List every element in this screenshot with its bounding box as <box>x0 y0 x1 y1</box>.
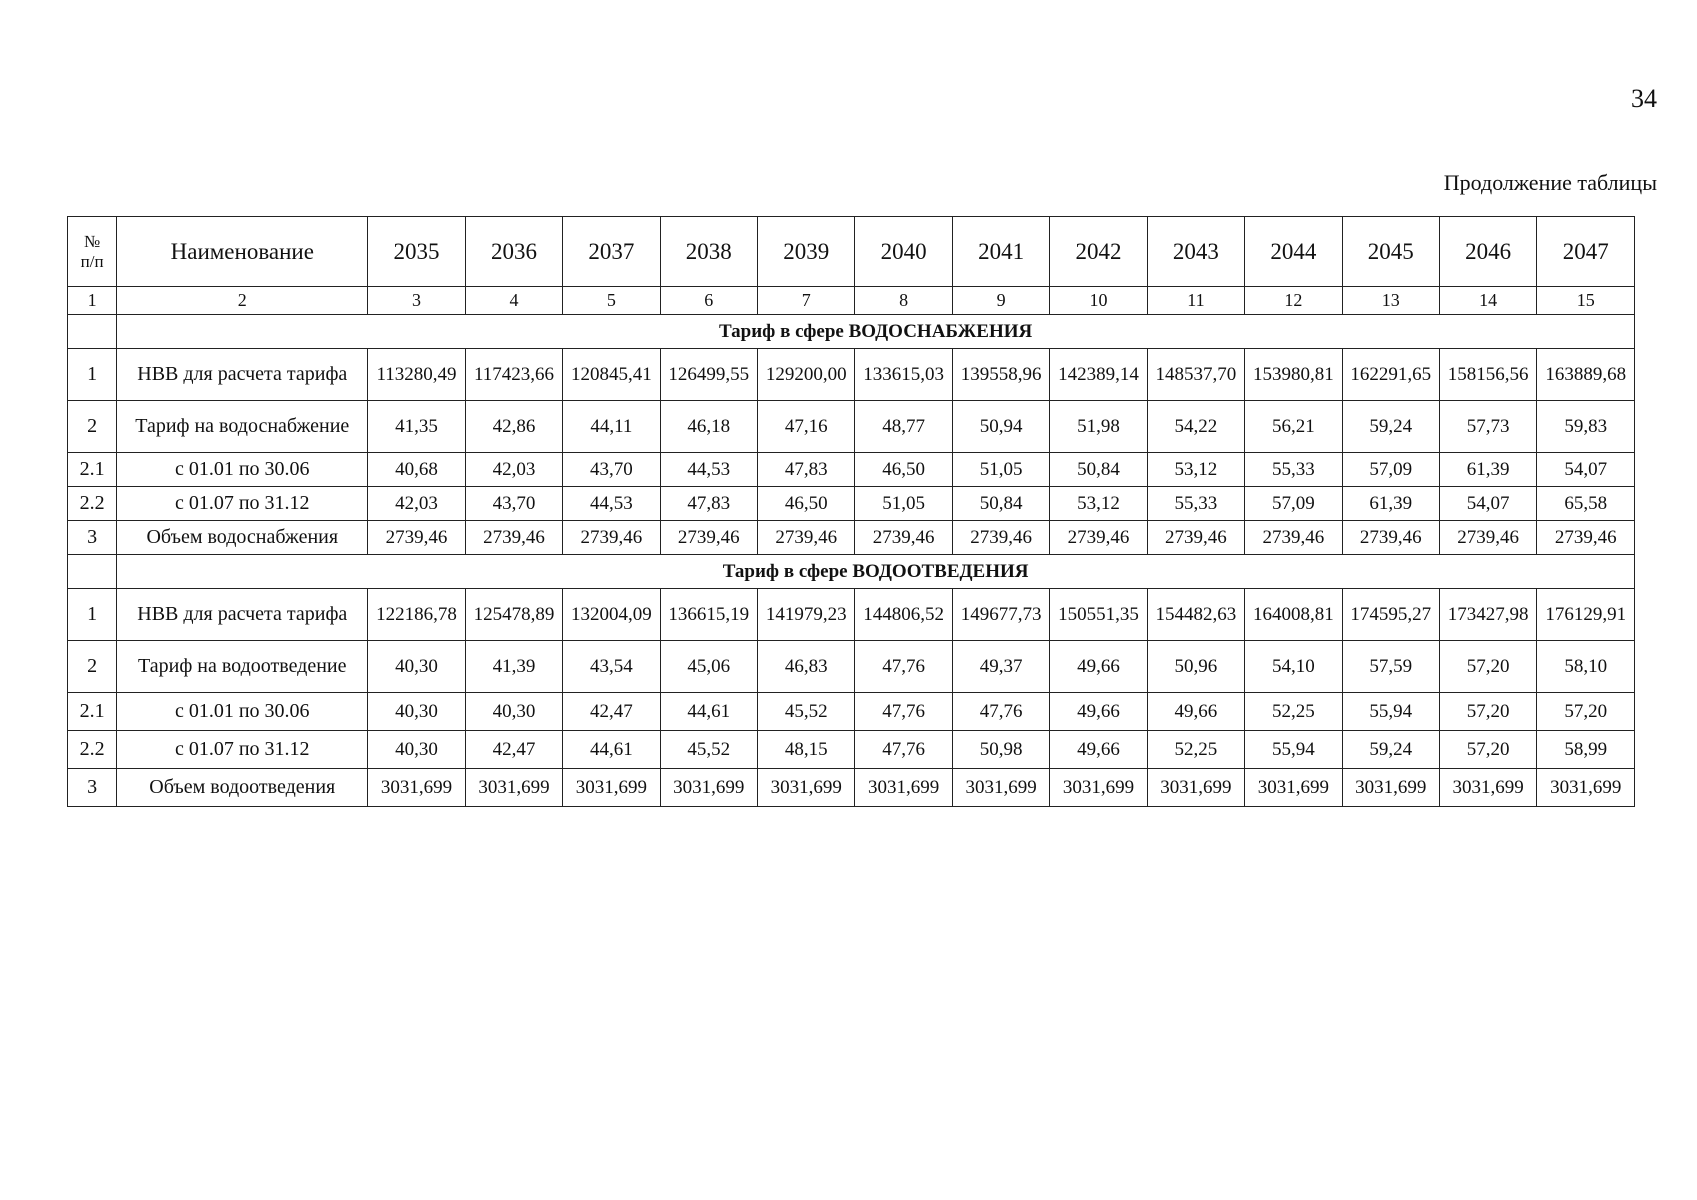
value-cell: 129200,00 <box>758 349 855 401</box>
value-cell: 144806,52 <box>855 589 952 641</box>
value-cell: 3031,699 <box>368 769 465 807</box>
value-cell: 61,39 <box>1342 487 1439 521</box>
value-cell: 48,77 <box>855 401 952 453</box>
table-row <box>68 487 1635 521</box>
value-cell: 133615,03 <box>855 349 952 401</box>
value-cell: 42,47 <box>563 693 660 731</box>
value-cell: 47,83 <box>758 453 855 487</box>
value-cell: 2739,46 <box>1147 521 1244 555</box>
value-cell: 173427,98 <box>1439 589 1536 641</box>
table-row <box>68 401 1635 453</box>
row-name: с 01.07 по 31.12 <box>117 731 368 769</box>
value-cell: 57,59 <box>1342 641 1439 693</box>
column-number: 3 <box>368 287 465 315</box>
section-title: Тариф в сфере ВОДООТВЕДЕНИЯ <box>117 555 1635 589</box>
value-cell: 55,33 <box>1147 487 1244 521</box>
page-number: 34 <box>1631 84 1657 113</box>
row-number: 1 <box>68 349 117 401</box>
column-number: 1 <box>68 287 117 315</box>
value-cell: 2739,46 <box>368 521 465 555</box>
value-cell: 158156,56 <box>1439 349 1536 401</box>
value-cell: 57,09 <box>1342 453 1439 487</box>
value-cell: 48,15 <box>758 731 855 769</box>
value-cell: 58,10 <box>1537 641 1635 693</box>
value-cell: 120845,41 <box>563 349 660 401</box>
value-cell: 54,07 <box>1439 487 1536 521</box>
value-cell: 49,66 <box>1050 731 1147 769</box>
table-row <box>68 349 1635 401</box>
row-number: 2.2 <box>68 487 117 521</box>
column-number: 12 <box>1245 287 1342 315</box>
value-cell: 2739,46 <box>1245 521 1342 555</box>
column-number: 11 <box>1147 287 1244 315</box>
value-cell: 59,24 <box>1342 401 1439 453</box>
table-row <box>68 731 1635 769</box>
value-cell: 163889,68 <box>1537 349 1635 401</box>
value-cell: 54,07 <box>1537 453 1635 487</box>
value-cell: 54,22 <box>1147 401 1244 453</box>
value-cell: 117423,66 <box>465 349 562 401</box>
value-cell: 132004,09 <box>563 589 660 641</box>
value-cell: 47,76 <box>855 693 952 731</box>
value-cell: 42,03 <box>368 487 465 521</box>
value-cell: 174595,27 <box>1342 589 1439 641</box>
value-cell: 49,37 <box>952 641 1049 693</box>
value-cell: 3031,699 <box>1439 769 1536 807</box>
value-cell: 148537,70 <box>1147 349 1244 401</box>
row-name: НВВ для расчета тарифа <box>117 349 368 401</box>
value-cell: 59,24 <box>1342 731 1439 769</box>
value-cell: 52,25 <box>1245 693 1342 731</box>
column-number: 5 <box>563 287 660 315</box>
row-name: Тариф на водоотведение <box>117 641 368 693</box>
table-row <box>68 693 1635 731</box>
value-cell: 3031,699 <box>758 769 855 807</box>
value-cell: 3031,699 <box>660 769 757 807</box>
value-cell: 40,30 <box>465 693 562 731</box>
row-name: с 01.07 по 31.12 <box>117 487 368 521</box>
row-number: 2.1 <box>68 693 117 731</box>
value-cell: 3031,699 <box>1537 769 1635 807</box>
value-cell: 40,30 <box>368 641 465 693</box>
header-year: 2043 <box>1147 217 1244 287</box>
row-name: НВВ для расчета тарифа <box>117 589 368 641</box>
value-cell: 3031,699 <box>563 769 660 807</box>
value-cell: 50,96 <box>1147 641 1244 693</box>
value-cell: 136615,19 <box>660 589 757 641</box>
value-cell: 2739,46 <box>660 521 757 555</box>
value-cell: 3031,699 <box>1147 769 1244 807</box>
value-cell: 2739,46 <box>1050 521 1147 555</box>
value-cell: 150551,35 <box>1050 589 1147 641</box>
section-spacer <box>68 315 117 349</box>
header-year: 2035 <box>368 217 465 287</box>
value-cell: 46,50 <box>855 453 952 487</box>
header-name: Наименование <box>117 217 368 287</box>
value-cell: 50,84 <box>1050 453 1147 487</box>
value-cell: 46,50 <box>758 487 855 521</box>
value-cell: 2739,46 <box>1439 521 1536 555</box>
row-name: с 01.01 по 30.06 <box>117 693 368 731</box>
value-cell: 162291,65 <box>1342 349 1439 401</box>
row-name: Тариф на водоснабжение <box>117 401 368 453</box>
value-cell: 47,76 <box>855 641 952 693</box>
value-cell: 2739,46 <box>563 521 660 555</box>
value-cell: 41,35 <box>368 401 465 453</box>
header-year: 2041 <box>952 217 1049 287</box>
value-cell: 44,61 <box>660 693 757 731</box>
value-cell: 55,94 <box>1342 693 1439 731</box>
value-cell: 40,68 <box>368 453 465 487</box>
row-name: Объем водоотведения <box>117 769 368 807</box>
value-cell: 3031,699 <box>465 769 562 807</box>
table-row <box>68 641 1635 693</box>
value-cell: 47,16 <box>758 401 855 453</box>
value-cell: 44,61 <box>563 731 660 769</box>
header-num-top: № <box>83 231 101 251</box>
value-cell: 2739,46 <box>952 521 1049 555</box>
row-name: Объем водоснабжения <box>117 521 368 555</box>
value-cell: 44,53 <box>563 487 660 521</box>
header-year: 2040 <box>855 217 952 287</box>
row-number: 2 <box>68 641 117 693</box>
value-cell: 49,66 <box>1050 693 1147 731</box>
row-name: с 01.01 по 30.06 <box>117 453 368 487</box>
value-cell: 51,98 <box>1050 401 1147 453</box>
value-cell: 50,84 <box>952 487 1049 521</box>
value-cell: 57,20 <box>1439 731 1536 769</box>
value-cell: 2739,46 <box>855 521 952 555</box>
header-year: 2045 <box>1342 217 1439 287</box>
value-cell: 3031,699 <box>855 769 952 807</box>
header-year: 2037 <box>563 217 660 287</box>
value-cell: 43,54 <box>563 641 660 693</box>
table-row <box>68 589 1635 641</box>
value-cell: 54,10 <box>1245 641 1342 693</box>
value-cell: 3031,699 <box>952 769 1049 807</box>
value-cell: 2739,46 <box>1342 521 1439 555</box>
value-cell: 47,83 <box>660 487 757 521</box>
row-number: 2.1 <box>68 453 117 487</box>
header-year: 2038 <box>660 217 757 287</box>
header-num-bottom: п/п <box>80 251 104 271</box>
column-number: 8 <box>855 287 952 315</box>
value-cell: 57,73 <box>1439 401 1536 453</box>
row-number: 3 <box>68 521 117 555</box>
value-cell: 122186,78 <box>368 589 465 641</box>
value-cell: 47,76 <box>952 693 1049 731</box>
value-cell: 43,70 <box>563 453 660 487</box>
header-year: 2036 <box>465 217 562 287</box>
value-cell: 3031,699 <box>1050 769 1147 807</box>
value-cell: 2739,46 <box>465 521 562 555</box>
column-number: 15 <box>1537 287 1635 315</box>
value-cell: 53,12 <box>1050 487 1147 521</box>
value-cell: 141979,23 <box>758 589 855 641</box>
value-cell: 3031,699 <box>1245 769 1342 807</box>
section-row <box>68 555 1635 589</box>
section-spacer <box>68 555 117 589</box>
value-cell: 139558,96 <box>952 349 1049 401</box>
row-number: 2.2 <box>68 731 117 769</box>
value-cell: 126499,55 <box>660 349 757 401</box>
header-year: 2039 <box>758 217 855 287</box>
value-cell: 44,11 <box>563 401 660 453</box>
value-cell: 2739,46 <box>758 521 855 555</box>
value-cell: 58,99 <box>1537 731 1635 769</box>
column-number: 2 <box>117 287 368 315</box>
value-cell: 57,20 <box>1439 641 1536 693</box>
value-cell: 52,25 <box>1147 731 1244 769</box>
value-cell: 3031,699 <box>1342 769 1439 807</box>
value-cell: 56,21 <box>1245 401 1342 453</box>
value-cell: 45,52 <box>758 693 855 731</box>
header-year: 2044 <box>1245 217 1342 287</box>
tariff-table <box>67 216 1635 807</box>
value-cell: 42,03 <box>465 453 562 487</box>
value-cell: 45,06 <box>660 641 757 693</box>
value-cell: 113280,49 <box>368 349 465 401</box>
value-cell: 40,30 <box>368 693 465 731</box>
value-cell: 153980,81 <box>1245 349 1342 401</box>
value-cell: 55,33 <box>1245 453 1342 487</box>
value-cell: 42,86 <box>465 401 562 453</box>
value-cell: 42,47 <box>465 731 562 769</box>
table-header-row <box>68 217 1635 287</box>
column-number: 7 <box>758 287 855 315</box>
table-row <box>68 769 1635 807</box>
table-row <box>68 521 1635 555</box>
value-cell: 164008,81 <box>1245 589 1342 641</box>
value-cell: 149677,73 <box>952 589 1049 641</box>
table-row <box>68 453 1635 487</box>
header-year: 2047 <box>1537 217 1635 287</box>
column-number: 9 <box>952 287 1049 315</box>
value-cell: 40,30 <box>368 731 465 769</box>
value-cell: 49,66 <box>1147 693 1244 731</box>
value-cell: 45,52 <box>660 731 757 769</box>
value-cell: 46,18 <box>660 401 757 453</box>
value-cell: 49,66 <box>1050 641 1147 693</box>
column-number: 4 <box>465 287 562 315</box>
value-cell: 125478,89 <box>465 589 562 641</box>
value-cell: 61,39 <box>1439 453 1536 487</box>
value-cell: 50,94 <box>952 401 1049 453</box>
value-cell: 47,76 <box>855 731 952 769</box>
value-cell: 51,05 <box>855 487 952 521</box>
header-year: 2046 <box>1439 217 1536 287</box>
value-cell: 57,09 <box>1245 487 1342 521</box>
table-body <box>68 287 1635 807</box>
value-cell: 53,12 <box>1147 453 1244 487</box>
value-cell: 59,83 <box>1537 401 1635 453</box>
continuation-label: Продолжение таблицы <box>1443 170 1657 195</box>
column-number-row <box>68 287 1635 315</box>
value-cell: 65,58 <box>1537 487 1635 521</box>
value-cell: 57,20 <box>1537 693 1635 731</box>
column-number: 14 <box>1439 287 1536 315</box>
value-cell: 142389,14 <box>1050 349 1147 401</box>
value-cell: 50,98 <box>952 731 1049 769</box>
row-number: 1 <box>68 589 117 641</box>
row-number: 3 <box>68 769 117 807</box>
value-cell: 2739,46 <box>1537 521 1635 555</box>
value-cell: 51,05 <box>952 453 1049 487</box>
column-number: 13 <box>1342 287 1439 315</box>
value-cell: 176129,91 <box>1537 589 1635 641</box>
value-cell: 43,70 <box>465 487 562 521</box>
value-cell: 46,83 <box>758 641 855 693</box>
header-year: 2042 <box>1050 217 1147 287</box>
value-cell: 55,94 <box>1245 731 1342 769</box>
section-title: Тариф в сфере ВОДОСНАБЖЕНИЯ <box>117 315 1635 349</box>
header-num <box>68 217 117 287</box>
value-cell: 57,20 <box>1439 693 1536 731</box>
value-cell: 41,39 <box>465 641 562 693</box>
section-row <box>68 315 1635 349</box>
column-number: 10 <box>1050 287 1147 315</box>
row-number: 2 <box>68 401 117 453</box>
column-number: 6 <box>660 287 757 315</box>
value-cell: 154482,63 <box>1147 589 1244 641</box>
value-cell: 44,53 <box>660 453 757 487</box>
